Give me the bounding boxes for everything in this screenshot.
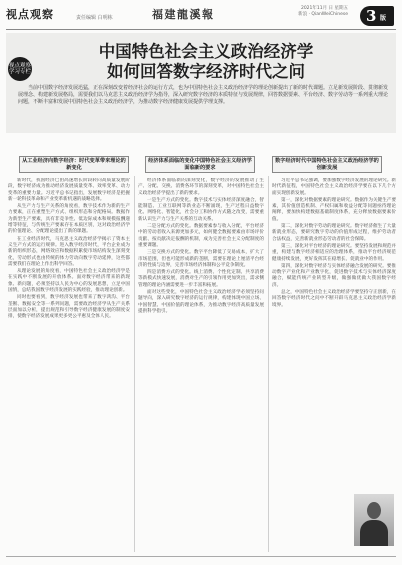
paragraph: 从生产力与生产关系的角度看，数字技术作为新的生产力要素，正在重塑生产方式、组织形态和分配格局。数据作为新型生产要素，具有非竞争性、低边际成本和规模报酬递增等特征，与传统生产要素存在本质区别，这对政治经济学的价值理论、分配理论提出了新的课题。 xyxy=(8,204,130,235)
subhead-2: 经济体系面临的变化中国特色社会主义经济学面临新的要求 xyxy=(145,156,255,173)
paragraph: 第三，深化对平台经济的理论研究。要坚持发展和规范并重，构建与数字经济相适应的治理体系，推动平台经济规范健康持续发展，更好发挥其在稳增长、促就业中的作用。 xyxy=(272,243,396,262)
paragraph: 第一，深化对数据要素的理论研究。数据作为关键生产要素，其价值创造机制、产权归属和收益分配等问题亟待理论阐释，要加快构建数据基础制度体系，充分释放数据要素价值。 xyxy=(272,197,396,222)
author-photo xyxy=(354,494,394,546)
page-number: 3 xyxy=(366,7,377,25)
page-label: 版 xyxy=(380,15,387,22)
body-column-2 xyxy=(138,178,264,550)
issue-date: 2021年11月 日 星期五 xyxy=(300,6,348,11)
headline-line-1: 中国特色社会主义政治经济学 xyxy=(98,42,314,61)
paragraph: 第二，深化对数字劳动的理论研究。数字经济催生了大量新就业形态，要研究数字劳动的价值形成过程，维护劳动者合法权益，完善新就业形态劳动者的社会保障。 xyxy=(272,224,396,242)
column-tag-badge: 视点观察 学习专栏 xyxy=(8,57,32,81)
paragraph: 同时也要看到，数字经济发展也带来了数字鸿沟、平台垄断、数据安全等一系列问题，需要政治经济学从生产关系层面加以分析，提出规范和引导数字经济健康发展的制度安排，使数字经济发展成果更多更公平惠及全体人民。 xyxy=(8,295,130,320)
author-photo-head xyxy=(367,502,381,519)
subhead-1: 从工业经济向数字经济：时代变革带来理论的新变化 xyxy=(19,156,129,173)
newspaper-masthead: 福建龍溪報 xyxy=(152,8,215,21)
column-divider xyxy=(268,176,269,552)
paragraph: 第四，深化对数字经济与实体经济融合发展的研究。要推动数字产业化和产业数字化，促进数字技术与实体经济深度融合，赋能传统产业转型升级，做强做优做大我国数字经济。 xyxy=(272,263,396,288)
page-number-badge xyxy=(360,6,394,26)
article-lead: 当前中国数字经济发展迅猛，正在深刻改变着经济社会的运行方式，也为中国特色社会主义政治经济学的理论创新提出了新的时代课题。立足新发展阶段、贯彻新发展理念、构建新发展格局，需要我们以马克思主义政治经济学为指导，深入研究数字经济的本质特征与发展规律，回答数据要素、平台经济、数字劳动等一系列重大理论问题，不断丰富和发展中国特色社会主义政治经济学，为推动数字经济健康发展提供学理支撑。 xyxy=(18,85,389,106)
paragraph: 一是生产方式的变化。数字技术与实体经济深度融合，智能制造、工业互联网等新业态不断涌现，生产过程日益数字化、网络化、智能化，社会分工和协作方式随之改变，需要重新认识生产力与生产关系的互动关系。 xyxy=(138,197,264,222)
paragraph: 从理论发展的角度看，中国特色社会主义政治经济学是在实践中不断发展的开放体系。面对数字经济带来的新现象、新问题，必须坚持以人民为中心的发展思想，立足中国国情，总结我国数字经济发展的实践经验，推动理论创新。 xyxy=(8,269,130,294)
header-rule xyxy=(6,29,396,30)
footer-rule xyxy=(6,556,396,557)
article-headline xyxy=(56,42,356,82)
column-divider xyxy=(134,176,135,552)
paragraph: 三是交换方式的变化。数字平台降低了交易成本，扩大了市场范围，但也可能形成新的垄断，需要在理论上厘清平台经济的性质与边界，完善市场经济体制和公平竞争制度。 xyxy=(138,250,264,268)
paragraph: 面对这些变化，中国特色社会主义政治经济学必须坚持问题导向，深入研究数字经济的运行规律，构建体现中国立场、中国智慧、中国价值的理论体系，为推动数字经济高质量发展提供科学指引。 xyxy=(138,290,264,314)
paragraph: 在工业经济时代，马克思主义政治经济学揭示了资本主义生产方式的运行规律。进入数字经济时代，平台企业成为新的组织形态，网络效应和数据积累使市场结构发生深刻变化，劳动形式也由传统的体力劳动向数字劳动延伸，这些都需要我们在理论上作出科学回答。 xyxy=(8,236,130,267)
author-photo-body xyxy=(360,520,388,546)
body-column-1 xyxy=(8,178,130,550)
issue-source: 新浪 · QianWeiChinese xyxy=(298,12,348,17)
paragraph: 经济体系面临新的深刻变化，数字经济的发展推动了生产、分配、交换、消费各环节的深刻变革，对中国特色社会主义政治经济学提出了新的要求。 xyxy=(138,178,264,196)
section-editor-info: 责任编辑 白明栋 xyxy=(76,15,113,21)
issue-info xyxy=(298,6,348,18)
section-name: 视点观察 xyxy=(6,8,54,21)
paragraph: 新时代，我国经济已由高速增长阶段转向高质量发展阶段，数字经济成为推动经济发展质量变革、效率变革、动力变革的重要力量。习近平总书记指出，发展数字经济是把握新一轮科技革命和产业变革新机遇的战略选择。 xyxy=(8,178,130,202)
paragraph: 二是分配方式的变化。数据要素参与收入分配，平台经济中的劳动者收入来源更加多元，如何健全数据要素由市场评价贡献、按贡献决定报酬的机制，成为完善社会主义分配制度的重要课题。 xyxy=(138,224,264,248)
subhead-3: 数字经济时代中国特色社会主义政治经济学的创新发展 xyxy=(272,156,382,173)
page-header xyxy=(6,4,396,28)
paragraph: 习近平总书记强调，要加强数字经济发展的理论研究。新时代新征程，中国特色社会主义政治经济学要在以下几个方面实现创新发展。 xyxy=(272,178,396,196)
paragraph: 四是消费方式的变化。线上消费、个性化定制、共享消费等新模式快速发展，消费对生产的引领作用更加突出，需求侧管理的理论内涵需要进一步丰富和拓展。 xyxy=(138,270,264,288)
paragraph: 总之，中国特色社会主义政治经济学要坚持守正创新，在回答数字经济时代之问中不断开辟马克思主义政治经济学新境界。 xyxy=(272,290,396,308)
headline-line-2: 如何回答数字经济时代之问 xyxy=(107,62,305,81)
headline-banner xyxy=(6,33,396,133)
